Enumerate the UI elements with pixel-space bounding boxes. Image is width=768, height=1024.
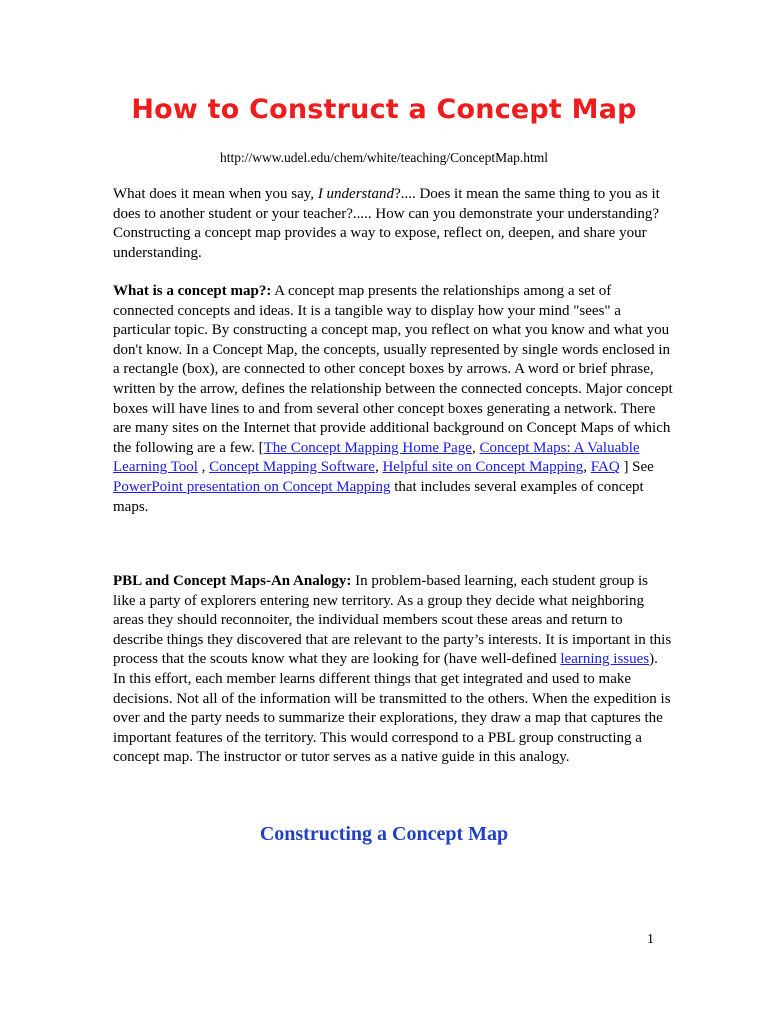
pbl-text-a: In problem-based learning, each student group is like a party of explorers entering new territory. As a group they decide what neighboring areas they should reconnoiter, the individual members scout these areas and return to describe things they discovered that are relevant to the party’s interests. It is important in this process that the scouts know what they are looking for (have well-defined [113,573,672,668]
pbl-paragraph [113,572,673,768]
what-is-text-b: ] See [619,459,654,476]
what-is-sep-2: , [197,459,210,476]
intro-paragraph [113,185,673,263]
link-helpful-site[interactable]: Helpful site on Concept Mapping [382,459,584,476]
link-faq[interactable]: FAQ [590,459,620,476]
page-number: 1 [647,932,654,947]
link-learning-issues[interactable]: learning issues [560,651,650,668]
what-is-sep-4: , [583,459,591,476]
page-title: How to Construct a Concept Map [131,94,637,125]
what-is-label: What is a concept map?: [113,283,272,299]
what-is-sep-1: , [471,439,480,456]
link-powerpoint-presentation[interactable]: PowerPoint presentation on Concept Mapping [113,478,391,495]
pbl-label: PBL and Concept Maps-An Analogy: [113,573,352,589]
link-concept-mapping-software[interactable]: Concept Mapping Software [209,459,375,476]
what-is-sep-3: , [374,459,383,476]
source-url: http://www.udel.edu/chem/white/teaching/ConceptMap.html [220,150,548,165]
what-is-text-a: A concept map presents the relationships among a set of connected concepts and ideas. It is a tangible way to display how your mind "sees" a particular topic. By constructing a concept map, you reflect on what you know and what you don't know. In a Concept Map, the concepts, usually represented by single words enclosed in a rectangle (box), are connected to other concept boxes by arrows. A word or brief phrase, written by the arrow, defines the relationship between the connected concepts. Major concept boxes will have lines to and from several other concept boxes generating a network. There are many sites on the Internet that provide additional background on Concept Maps of which the following are a few. [ [113,283,673,456]
intro-text-b: ?.... Does it mean the same thing to you as it does to another student or your teacher?..... How can you demonstrate your understanding? Constructing a concept map provides a way to expose, reflect on, deepen, and share your understanding. [113,186,660,261]
intro-text-a: What does it mean when you say, [113,186,318,202]
intro-emphasis: I understand [317,186,395,202]
link-valuable-learning-tool[interactable]: Concept Maps: A Valuable Learning Tool [113,439,640,476]
what-is-text-c: that includes several examples of concept maps. [113,478,644,515]
what-is-paragraph [113,282,673,517]
pbl-text-b: ). In this effort, each member learns different things that get integrated and used to make decisions. Not all of the information will be transmitted to the others. When the expedition is over and the party needs to summarize their explorations, they draw a map that captures the important features of the territory. This would correspond to a PBL group constructing a concept map. The instructor or tutor serves as a native guide in this analogy. [113,651,671,766]
section-heading: Constructing a Concept Map [259,823,509,845]
link-concept-mapping-home-page[interactable]: The Concept Mapping Home Page [263,439,472,456]
